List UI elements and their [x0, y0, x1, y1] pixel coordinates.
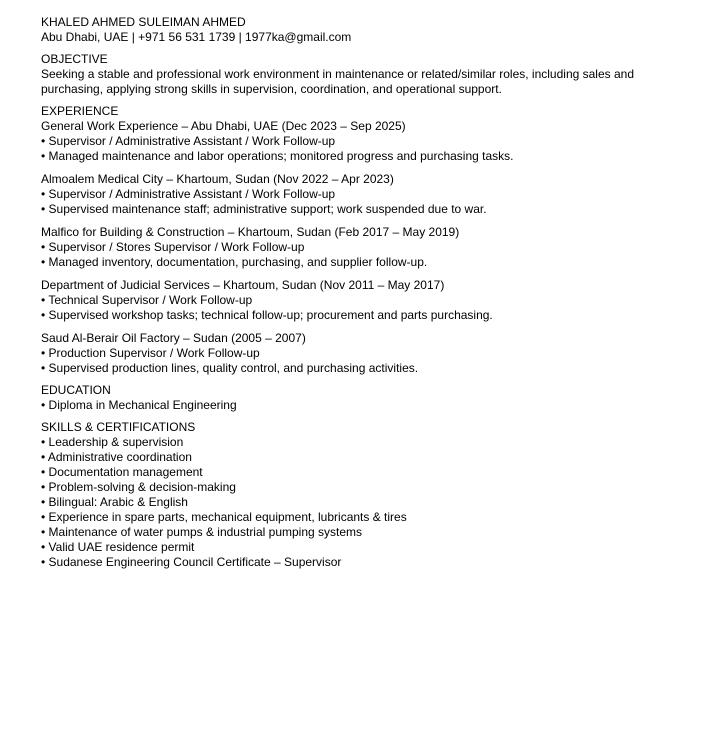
skill-item: • Administrative coordination [41, 450, 192, 464]
job-bullet: • Supervised workshop tasks; technical follow-up; procurement and parts purchasing. [41, 308, 493, 322]
skill-item: • Documentation management [41, 465, 203, 479]
objective-section [41, 52, 661, 97]
job-bullet: • Technical Supervisor / Work Follow-up [41, 293, 253, 307]
job-entry [41, 119, 661, 164]
resume-document [41, 15, 661, 570]
education-heading: EDUCATION [41, 383, 111, 397]
experience-section [41, 104, 661, 376]
job-bullet: • Supervisor / Administrative Assistant / Work Follow-up [41, 187, 336, 201]
skill-item: • Bilingual: Arabic & English [41, 495, 188, 509]
contact-info: Abu Dhabi, UAE | +971 56 531 1739 | 1977ka@gmail.com [41, 30, 352, 44]
objective-text: Seeking a stable and professional work environment in maintenance or related/similar roles, including sales and purchasing, applying strong skills in supervision, coordination, and operational support. [41, 67, 634, 96]
job-entry [41, 225, 661, 270]
skill-item: • Maintenance of water pumps & industrial pumping systems [41, 525, 363, 539]
skill-item: • Problem-solving & decision-making [41, 480, 236, 494]
job-bullet: • Supervised production lines, quality control, and purchasing activities. [41, 361, 419, 375]
job-bullet: • Managed maintenance and labor operations; monitored progress and purchasing tasks. [41, 149, 514, 163]
skill-item: • Leadership & supervision [41, 435, 184, 449]
resume-header [41, 15, 661, 45]
candidate-name: KHALED AHMED SULEIMAN AHMED [41, 15, 246, 29]
job-title: General Work Experience – Abu Dhabi, UAE (Dec 2023 – Sep 2025) [41, 119, 406, 133]
skill-item: • Sudanese Engineering Council Certificate – Supervisor [41, 555, 342, 569]
job-entry [41, 331, 661, 376]
experience-heading: EXPERIENCE [41, 104, 119, 118]
job-title: Saud Al-Berair Oil Factory – Sudan (2005 – 2007) [41, 331, 306, 345]
job-bullet: • Supervisor / Stores Supervisor / Work Follow-up [41, 240, 305, 254]
job-entry [41, 278, 661, 323]
job-title: Department of Judicial Services – Khartoum, Sudan (Nov 2011 – May 2017) [41, 278, 445, 292]
education-item: • Diploma in Mechanical Engineering [41, 398, 237, 412]
job-entry [41, 172, 661, 217]
objective-heading: OBJECTIVE [41, 52, 108, 66]
job-title: Almoalem Medical City – Khartoum, Sudan (Nov 2022 – Apr 2023) [41, 172, 394, 186]
job-bullet: • Managed inventory, documentation, purchasing, and supplier follow-up. [41, 255, 428, 269]
job-bullet: • Production Supervisor / Work Follow-up [41, 346, 260, 360]
education-section [41, 383, 661, 413]
skill-item: • Valid UAE residence permit [41, 540, 195, 554]
skills-heading: SKILLS & CERTIFICATIONS [41, 420, 196, 434]
job-bullet: • Supervisor / Administrative Assistant / Work Follow-up [41, 134, 336, 148]
skill-item: • Experience in spare parts, mechanical equipment, lubricants & tires [41, 510, 407, 524]
job-bullet: • Supervised maintenance staff; administrative support; work suspended due to war. [41, 202, 487, 216]
skills-section [41, 420, 661, 570]
job-title: Malfico for Building & Construction – Khartoum, Sudan (Feb 2017 – May 2019) [41, 225, 460, 239]
